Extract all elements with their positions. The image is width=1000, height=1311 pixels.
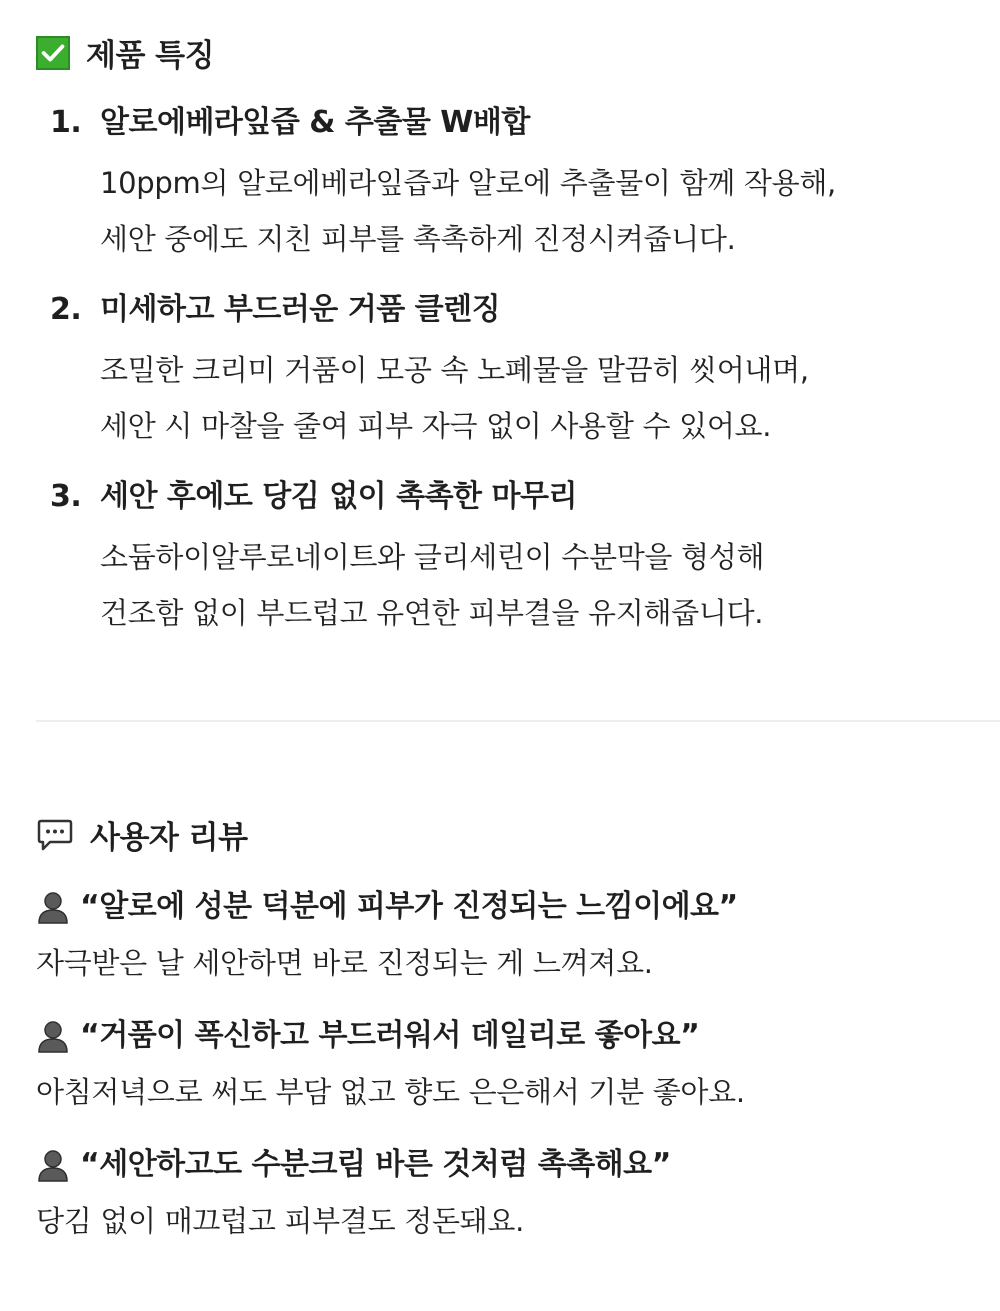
feature-number: 3. [50, 479, 82, 514]
speech-balloon-icon [36, 818, 74, 852]
feature-item [50, 103, 980, 267]
review-quote-text: “알로에 성분 덕분에 피부가 진정되는 느낌이에요” [80, 889, 738, 924]
review-body: 당김 없이 매끄럽고 피부결도 정돈돼요. [36, 1204, 525, 1238]
user-silhouette-icon [36, 1019, 70, 1053]
review-item [36, 1145, 986, 1241]
feature-description-line: 건조함 없이 부드럽고 유연한 피부결을 유지해줍니다. [100, 596, 764, 630]
review-quote [36, 887, 986, 927]
reviews-heading [36, 812, 248, 857]
feature-title [50, 477, 980, 517]
feature-description [100, 342, 980, 454]
feature-number: 1. [50, 105, 82, 140]
feature-number: 2. [50, 292, 82, 327]
review-body: 자극받은 날 세안하면 바로 진정되는 게 느껴져요. [36, 946, 653, 980]
review-quote-text: “세안하고도 수분크림 바른 것처럼 촉촉해요” [80, 1147, 671, 1182]
feature-description-line: 조밀한 크리미 거품이 모공 속 노폐물을 말끔히 씻어내며, [100, 353, 809, 387]
feature-description [100, 155, 980, 267]
feature-title-text: 세안 후에도 당김 없이 촉촉한 마무리 [100, 479, 577, 514]
section-divider [36, 720, 1000, 722]
feature-title [50, 290, 980, 330]
feature-title-text: 미세하고 부드러운 거품 클렌징 [100, 292, 501, 327]
features-heading-text: 제품 특징 [86, 38, 215, 74]
review-quote [36, 1016, 986, 1056]
feature-description-line: 세안 중에도 지친 피부를 촉촉하게 진정시켜줍니다. [100, 222, 736, 256]
feature-title-text: 알로에베라잎즙 & 추출물 W배합 [100, 105, 530, 140]
feature-description-line: 10ppm의 알로에베라잎즙과 알로에 추출물이 함께 작용해, [100, 166, 836, 200]
feature-item [50, 477, 980, 641]
feature-item [50, 290, 980, 454]
review-item [36, 1016, 986, 1112]
user-silhouette-icon [36, 1148, 70, 1182]
feature-description [100, 529, 980, 641]
feature-title [50, 103, 980, 143]
review-item [36, 887, 986, 983]
features-heading [36, 30, 214, 75]
feature-description-line: 세안 시 마찰을 줄여 피부 자극 없이 사용할 수 있어요. [100, 409, 772, 443]
user-silhouette-icon [36, 890, 70, 924]
reviews-heading-text: 사용자 리뷰 [90, 820, 248, 856]
review-quote [36, 1145, 986, 1185]
review-body: 아침저녁으로 써도 부담 없고 향도 은은해서 기분 좋아요. [36, 1075, 745, 1109]
check-mark-button-icon [36, 36, 70, 70]
feature-description-line: 소듐하이알루로네이트와 글리세린이 수분막을 형성해 [100, 540, 765, 574]
review-quote-text: “거품이 폭신하고 부드러워서 데일리로 좋아요” [80, 1018, 700, 1053]
